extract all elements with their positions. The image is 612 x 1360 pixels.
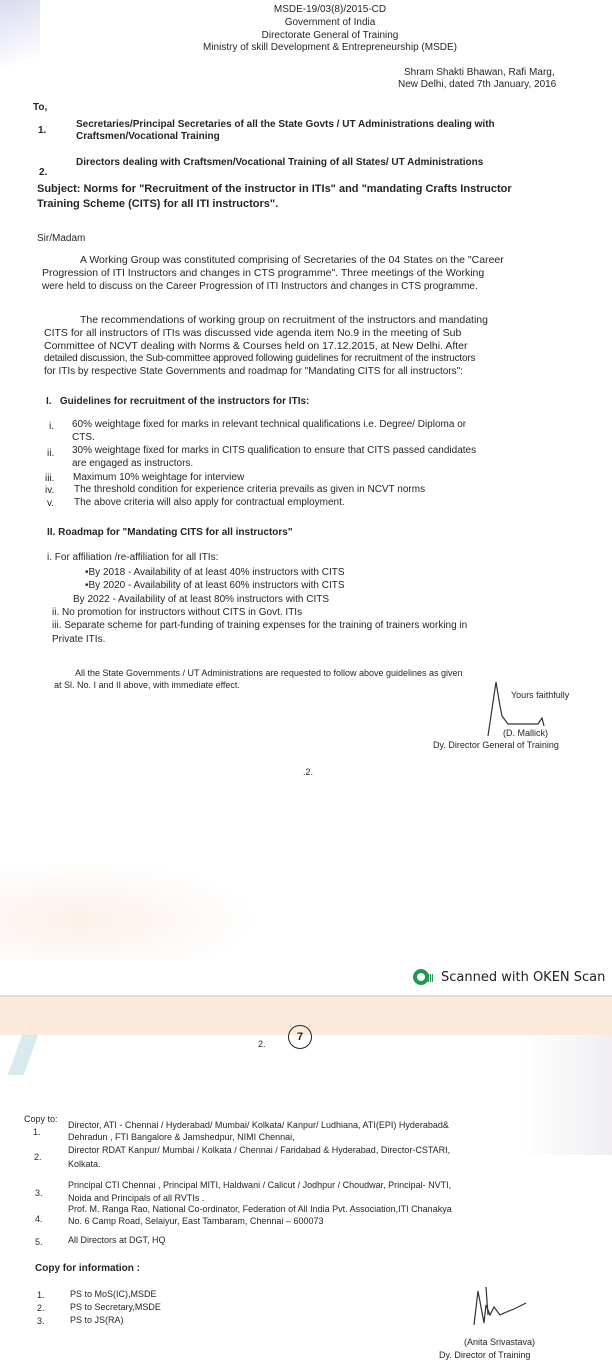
circled-page-mark: 7 [288, 1025, 312, 1049]
scan-shadow [8, 1035, 39, 1075]
guideline-number: i. [49, 421, 54, 432]
roadmap-milestone: By 2022 - Availability of at least 80% instructors with CITS [73, 594, 330, 605]
copy-to-number: 2. [34, 1152, 42, 1162]
paragraph-1-line: Progression of ITI Instructors and changes in CTS programme". Three meetings of the Working [42, 267, 485, 279]
section-1-heading: I. Guidelines for recruitment of the instructors for ITIs: [46, 396, 310, 407]
header-directorate: Directorate General of Training [261, 30, 399, 41]
page-2-number: 2. [258, 1039, 266, 1049]
guideline-number: v. [47, 498, 55, 509]
copy-info-item: PS to MoS(IC),MSDE [70, 1289, 157, 1299]
paragraph-2-line: The recommendations of working group on recruitment of the instructors and mandating [80, 314, 488, 326]
page-2-signatory-designation: Dy. Director of Training [439, 1350, 531, 1360]
roadmap-item: i. For affiliation /re-affiliation for all ITIs: [47, 552, 219, 563]
copy-to-label: Copy to: [24, 1114, 58, 1124]
roadmap-milestone: •By 2020 - Availability of at least 60% instructors with CITS [85, 580, 345, 591]
guideline-text: The threshold condition for experience criteria prevails as given in NCVT norms [74, 484, 426, 495]
paragraph-2-line: Committee of NCVT dealing with Norms & Courses held on 17.12.2015, at New Delhi. After [44, 340, 468, 352]
signature-mallick-icon [478, 676, 548, 736]
guideline-text: 30% weightage fixed for marks in CITS qualification to ensure that CITS passed candidates [72, 445, 477, 456]
copy-to-line: Director, ATI - Chennai / Hyderabad/ Mumbai/ Kolkata/ Kanpur/ Ludhiana, ATI(EPI) Hyderabad& [68, 1120, 449, 1130]
copy-to-number: 3. [35, 1188, 43, 1198]
reference-number: MSDE-19/03(8)/2015-CD [273, 4, 387, 15]
copy-to-line: Principal CTI Chennai , Principal MITI, Haldwani / Calicut / Jodhpur / Choudwar, Principal- NVTI, [68, 1180, 452, 1190]
signature-srivastava-icon [470, 1285, 530, 1330]
copy-info-item: PS to Secretary,MSDE [70, 1302, 161, 1312]
copy-to-line: Noida and Principals of all RVTIs . [68, 1193, 205, 1203]
copy-info-number: 1. [37, 1290, 45, 1300]
header-government: Government of India [284, 17, 376, 28]
paragraph-2-line: detailed discussion, the Sub-committee approved following guidelines for recruitment of the instructors [44, 353, 476, 364]
guideline-number: iii. [45, 473, 55, 484]
to-label: To, [33, 102, 48, 113]
copy-to-line: No. 6 Camp Road, Selaiyur, East Tambaram, Chennai – 600073 [68, 1216, 324, 1226]
recipient-line: Craftsmen/Vocational Training [76, 131, 220, 142]
guideline-text: Maximum 10% weightage for interview [73, 472, 245, 483]
address-date: New Delhi, dated 7th January, 2016 [398, 79, 557, 90]
copy-info-number: 3. [37, 1316, 45, 1326]
watermark-text: Scanned with OKEN Scan [441, 969, 606, 985]
roadmap-item: iii. Separate scheme for part-funding of training expenses for the training of trainers working in [52, 620, 468, 631]
page-number: .2. [303, 767, 314, 777]
subject-line: Training Scheme (CITS) for all ITI instructors". [37, 198, 279, 210]
copy-to-number: 4. [35, 1214, 43, 1224]
valediction: Yours faithfully [511, 690, 570, 700]
signatory-name: (D. Mallick) [503, 728, 548, 738]
copy-to-line: Prof. M. Ranga Rao, National Co-ordinator, Federation of All India Pvt. Association,ITI Chanakya [68, 1204, 452, 1214]
page-2-signatory-name: (Anita Srivastava) [464, 1337, 536, 1347]
recipient-line: Directors dealing with Craftsmen/Vocational Training of all States/ UT Administrations [76, 157, 484, 168]
guideline-text: CTS. [72, 432, 95, 443]
signatory-designation: Dy. Director General of Training [433, 740, 559, 750]
paragraph-1-line: were held to discuss on the Career Progression of ITI Instructors and changes in CTS programme. [42, 281, 478, 292]
guideline-number: ii. [47, 448, 55, 459]
salutation: Sir/Madam [37, 233, 86, 244]
paragraph-1-line: A Working Group was constituted comprising of Secretaries of the 04 States on the "Career [80, 254, 504, 266]
copy-to-line: Kolkata. [68, 1159, 101, 1169]
copy-to-line: Dehradun , FTI Bangalore & Jamshedpur, NIMI Chennai, [68, 1132, 295, 1142]
copy-info-item: PS to JS(RA) [70, 1315, 124, 1325]
copy-to-line: All Directors at DGT, HQ [68, 1235, 166, 1245]
header-ministry: Ministry of skill Development & Entrepreneurship (MSDE) [203, 42, 457, 53]
address-line-1: Shram Shakti Bhawan, Rafi Marg, [404, 67, 555, 78]
copy-to-number: 1. [33, 1127, 41, 1137]
copy-info-label: Copy for information : [35, 1263, 140, 1274]
paragraph-2-line: CITS for all instructors of ITIs was discussed vide agenda item No.9 in the meeting of Sub [44, 327, 462, 339]
oken-logo-icon [413, 969, 429, 985]
scanner-watermark [413, 966, 605, 988]
copy-to-number: 5. [35, 1237, 43, 1247]
section-2-heading: II. Roadmap for "Mandating CITS for all instructors" [47, 527, 293, 538]
roadmap-milestone: •By 2018 - Availability of at least 40% instructors with CITS [85, 567, 345, 578]
closing-line: at Sl. No. I and II above, with immediate effect. [54, 680, 240, 690]
recipient-number: 1. [38, 125, 47, 136]
roadmap-item: ii. No promotion for instructors without CITS in Govt. ITIs [52, 607, 303, 618]
scan-shadow [0, 860, 260, 960]
scan-shadow [0, 0, 40, 90]
paragraph-2-line: for ITIs by respective State Governments and roadmap for "Mandating CITS for all instructors": [44, 366, 463, 377]
guideline-number: iv. [45, 485, 55, 496]
roadmap-item: Private ITIs. [52, 634, 106, 645]
guideline-text: The above criteria will also apply for contractual employment. [74, 497, 345, 508]
recipient-line: Secretaries/Principal Secretaries of all the State Govts / UT Administrations dealing with [76, 119, 495, 130]
subject-line: Subject: Norms for "Recruitment of the instructor in ITIs" and "mandating Crafts Instructor [37, 183, 512, 195]
copy-info-number: 2. [37, 1303, 45, 1313]
guideline-text: are engaged as instructors. [72, 458, 194, 469]
closing-line: All the State Governments / UT Administrations are requested to follow above guidelines as given [75, 668, 463, 678]
guideline-text: 60% weightage fixed for marks in relevant technical qualifications i.e. Degree/ Diploma or [72, 419, 467, 430]
scan-shadow [522, 1035, 612, 1155]
recipient-number: 2. [39, 167, 48, 178]
copy-to-line: Director RDAT Kanpur/ Mumbai / Kolkata / Chennai / Faridabad & Hyderabad, Director-CSTARI, [68, 1145, 451, 1155]
